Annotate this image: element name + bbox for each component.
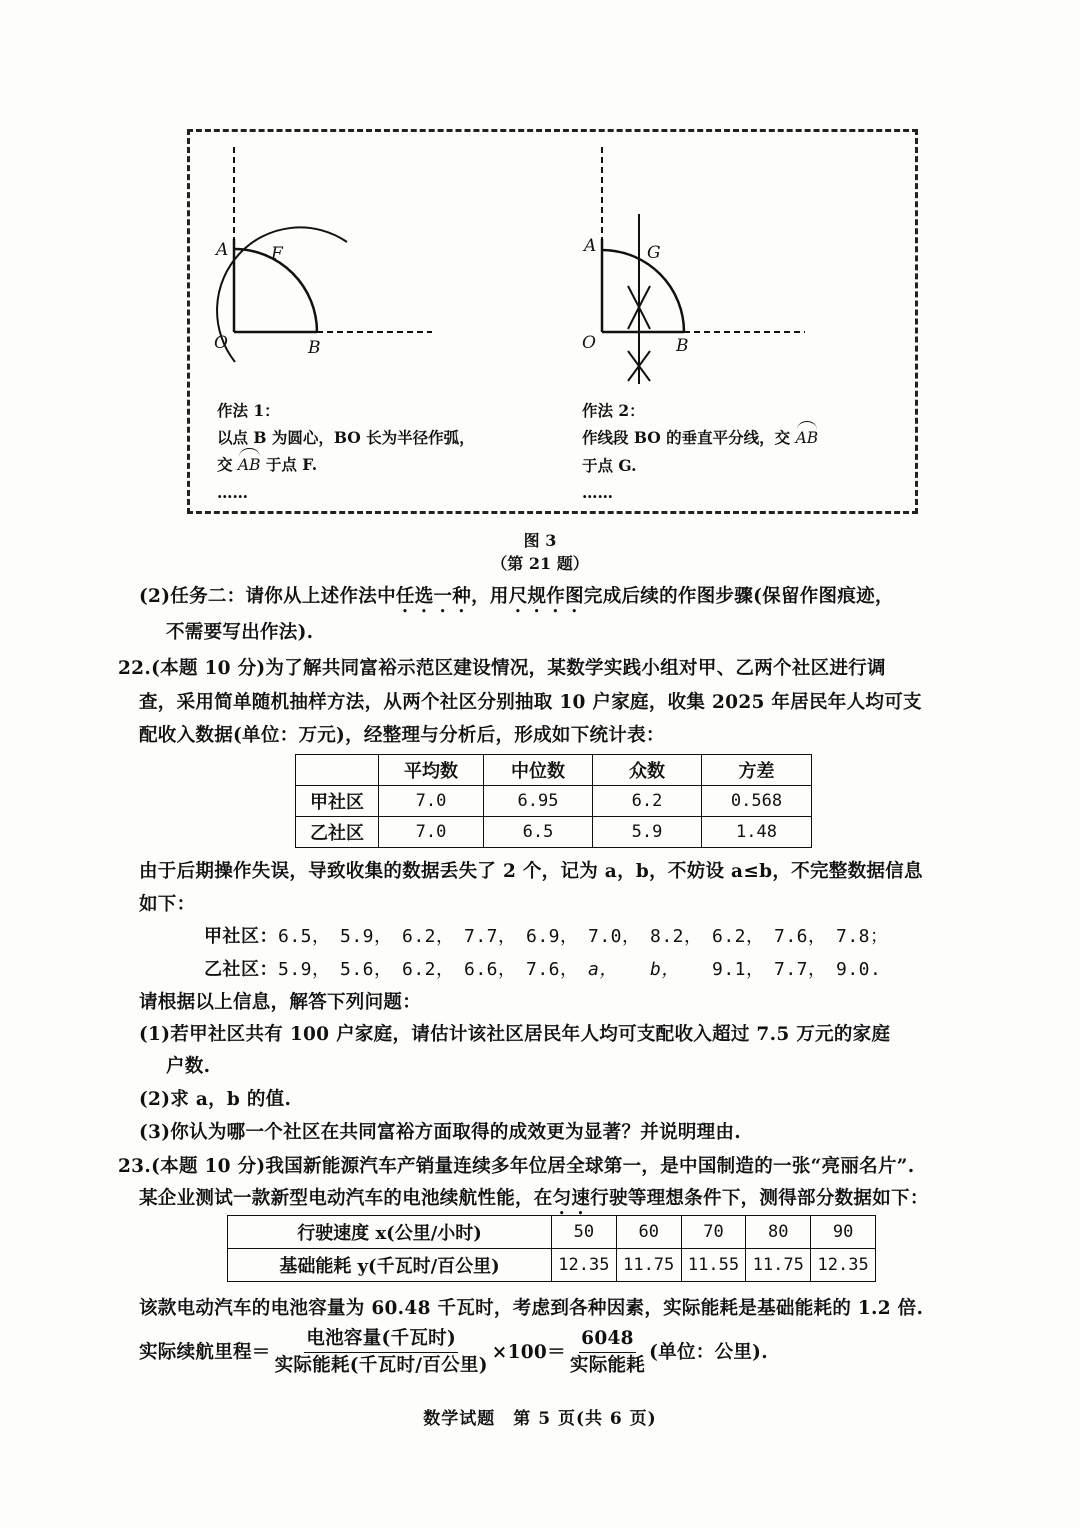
table-row-label: 甲社区 bbox=[296, 786, 379, 817]
table-row-label: 乙社区 bbox=[296, 817, 379, 848]
table-cell: 11.75 bbox=[616, 1249, 681, 1282]
point-b-label: B bbox=[308, 338, 321, 358]
table-cell: 5.9 bbox=[593, 817, 702, 848]
q22-after-line2: 如下： bbox=[139, 894, 196, 915]
data-value: a， bbox=[588, 959, 618, 980]
data-value: 7.6， bbox=[526, 959, 579, 980]
formula-fraction-2 bbox=[568, 1327, 647, 1378]
data-value: 7.7， bbox=[774, 959, 827, 980]
q22-yi-data-row bbox=[204, 955, 898, 981]
table-cell: 11.55 bbox=[681, 1249, 746, 1282]
method-1-text bbox=[217, 397, 475, 506]
method-1-title: 作法 1： bbox=[217, 401, 280, 420]
formula-times: ×100＝ bbox=[491, 1342, 566, 1363]
q23-intro-line1: 23.(本题 10 分)我国新能源汽车产销量连续多年位居全球第一，是中国制造的一张“亮丽名片”. bbox=[118, 1156, 915, 1177]
table-cell: 60 bbox=[616, 1216, 681, 1249]
construction-method-2-diagram bbox=[560, 129, 920, 389]
method-1-ellipsis: …… bbox=[217, 483, 248, 502]
point-f-label: F bbox=[271, 244, 283, 264]
table-header-cell: 方差 bbox=[702, 755, 812, 786]
q22-part1-line2: 户数. bbox=[166, 1056, 211, 1077]
fraction-numerator: 电池容量(千瓦时) bbox=[304, 1327, 458, 1353]
q22-jia-data-row bbox=[204, 922, 898, 948]
data-value: b， bbox=[650, 959, 680, 980]
point-g-label: G bbox=[647, 243, 661, 263]
method-2-line1: 作线段 BO 的垂直平分线，交 AB bbox=[582, 424, 818, 452]
q23-energy-table bbox=[227, 1215, 876, 1282]
data-value: 7.0， bbox=[588, 926, 641, 947]
data-value: 7.8； bbox=[836, 926, 889, 947]
table-header-cell: 平均数 bbox=[379, 755, 484, 786]
q22-intro-line2: 查，采用简单随机抽样方法，从两个社区分别抽取 10 户家庭，收集 2025 年居民年人均可支 bbox=[139, 692, 922, 713]
point-a-label: A bbox=[584, 236, 597, 256]
table-cell: 50 bbox=[552, 1216, 617, 1249]
table-cell: 12.35 bbox=[811, 1249, 876, 1282]
table-row-label: 基础能耗 y(千瓦时/百公里) bbox=[228, 1249, 552, 1282]
table-header-cell bbox=[296, 755, 379, 786]
table-cell: 11.75 bbox=[746, 1249, 811, 1282]
table-header-cell: 中位数 bbox=[484, 755, 593, 786]
fraction-numerator: 6048 bbox=[579, 1327, 636, 1353]
data-value: 7.6， bbox=[774, 926, 827, 947]
table-header-cell: 众数 bbox=[593, 755, 702, 786]
data-value: 5.6， bbox=[340, 959, 393, 980]
q23-range-formula bbox=[139, 1327, 969, 1378]
table-row-label: 行驶速度 x(公里/小时) bbox=[228, 1216, 552, 1249]
data-value: 9.1， bbox=[712, 959, 765, 980]
table-cell: 90 bbox=[811, 1216, 876, 1249]
data-value: 6.2， bbox=[402, 959, 455, 980]
method-1-line2: 交 AB 于点 F. bbox=[217, 451, 475, 479]
q22-after-line1: 由于后期操作失误，导致收集的数据丢失了 2 个，记为 a，b，不妨设 a≤b，不完整数据信息 bbox=[139, 861, 923, 882]
data-value: 8.2， bbox=[650, 926, 703, 947]
q22-intro-line1: 22.(本题 10 分)为了解共同富裕示范区建设情况，某数学实践小组对甲、乙两个社区进行调 bbox=[118, 658, 886, 679]
data-value: 5.9， bbox=[340, 926, 393, 947]
q22-statistics-table bbox=[295, 754, 812, 848]
q23-battery-info: 该款电动汽车的电池容量为 60.48 千瓦时，考虑到各种因素，实际能耗是基础能耗的 1.2 倍. bbox=[139, 1298, 924, 1319]
q22-intro-line3: 配收入数据(单位：万元)，经整理与分析后，形成如下统计表： bbox=[139, 725, 665, 746]
table-cell: 1.48 bbox=[702, 817, 812, 848]
method-2-line2: 于点 G. bbox=[582, 456, 637, 475]
arc-ab-symbol: AB bbox=[238, 452, 261, 479]
point-o-label: O bbox=[582, 333, 596, 353]
q23-intro-line2: 某企业测试一款新型电动汽车的电池续航性能，在匀速行驶等理想条件下，测得部分数据如下： bbox=[139, 1188, 929, 1209]
arc-ab-symbol: AB bbox=[796, 425, 819, 452]
figure-caption: 图 3 bbox=[523, 531, 557, 550]
data-value: 6.9， bbox=[526, 926, 579, 947]
point-o-label: O bbox=[214, 333, 228, 353]
method-2-title: 作法 2： bbox=[582, 401, 645, 420]
data-value: 6.2， bbox=[402, 926, 455, 947]
data-value: 9.0. bbox=[836, 959, 882, 980]
table-cell: 80 bbox=[746, 1216, 811, 1249]
table-cell: 6.5 bbox=[484, 817, 593, 848]
formula-fraction-1 bbox=[273, 1327, 490, 1378]
formula-unit: (单位：公里). bbox=[649, 1342, 768, 1363]
q21-task2-line2: 不需要写出作法). bbox=[166, 622, 314, 643]
method-2-text bbox=[582, 397, 818, 506]
formula-lhs: 实际续航里程＝ bbox=[139, 1342, 271, 1363]
data-value: 6.2， bbox=[712, 926, 765, 947]
fraction-denominator: 实际能耗 bbox=[569, 1355, 646, 1376]
data-value: 5.9， bbox=[278, 959, 331, 980]
method-2-ellipsis: …… bbox=[582, 483, 613, 502]
yi-label: 乙社区： bbox=[204, 959, 278, 980]
data-value: 7.7， bbox=[464, 926, 517, 947]
method-1-line1: 以点 B 为圆心，BO 长为半径作弧， bbox=[217, 428, 475, 447]
table-cell: 0.568 bbox=[702, 786, 812, 817]
fraction-denominator: 实际能耗(千瓦时/百公里) bbox=[274, 1355, 488, 1376]
data-value: 6.5， bbox=[278, 926, 331, 947]
q22-part1-line1: (1)若甲社区共有 100 户家庭，请估计该社区居民年人均可支配收入超过 7.5 万元的家庭 bbox=[139, 1024, 891, 1045]
construction-method-1-diagram bbox=[187, 129, 547, 389]
q22-prompt: 请根据以上信息，解答下列问题： bbox=[139, 992, 422, 1013]
point-b-label: B bbox=[676, 336, 689, 356]
jia-label: 甲社区： bbox=[204, 926, 278, 947]
page-footer: 数学试题 第 5 页(共 6 页) bbox=[423, 1409, 657, 1429]
table-cell: 6.95 bbox=[484, 786, 593, 817]
data-value: 6.6， bbox=[464, 959, 517, 980]
question-reference: （第 21 题） bbox=[491, 554, 589, 573]
table-cell: 12.35 bbox=[552, 1249, 617, 1282]
table-cell: 6.2 bbox=[593, 786, 702, 817]
q22-part3: (3)你认为哪一个社区在共同富裕方面取得的成效更为显著？并说明理由. bbox=[139, 1122, 742, 1143]
point-a-label: A bbox=[216, 240, 229, 260]
q21-task2-line1: (2)任务二：请你从上述作法中任选一种，用尺规作图完成后续的作图步骤(保留作图痕迹， bbox=[139, 586, 894, 607]
q22-part2: (2)求 a，b 的值. bbox=[139, 1089, 292, 1110]
table-cell: 70 bbox=[681, 1216, 746, 1249]
table-cell: 7.0 bbox=[379, 817, 484, 848]
table-cell: 7.0 bbox=[379, 786, 484, 817]
